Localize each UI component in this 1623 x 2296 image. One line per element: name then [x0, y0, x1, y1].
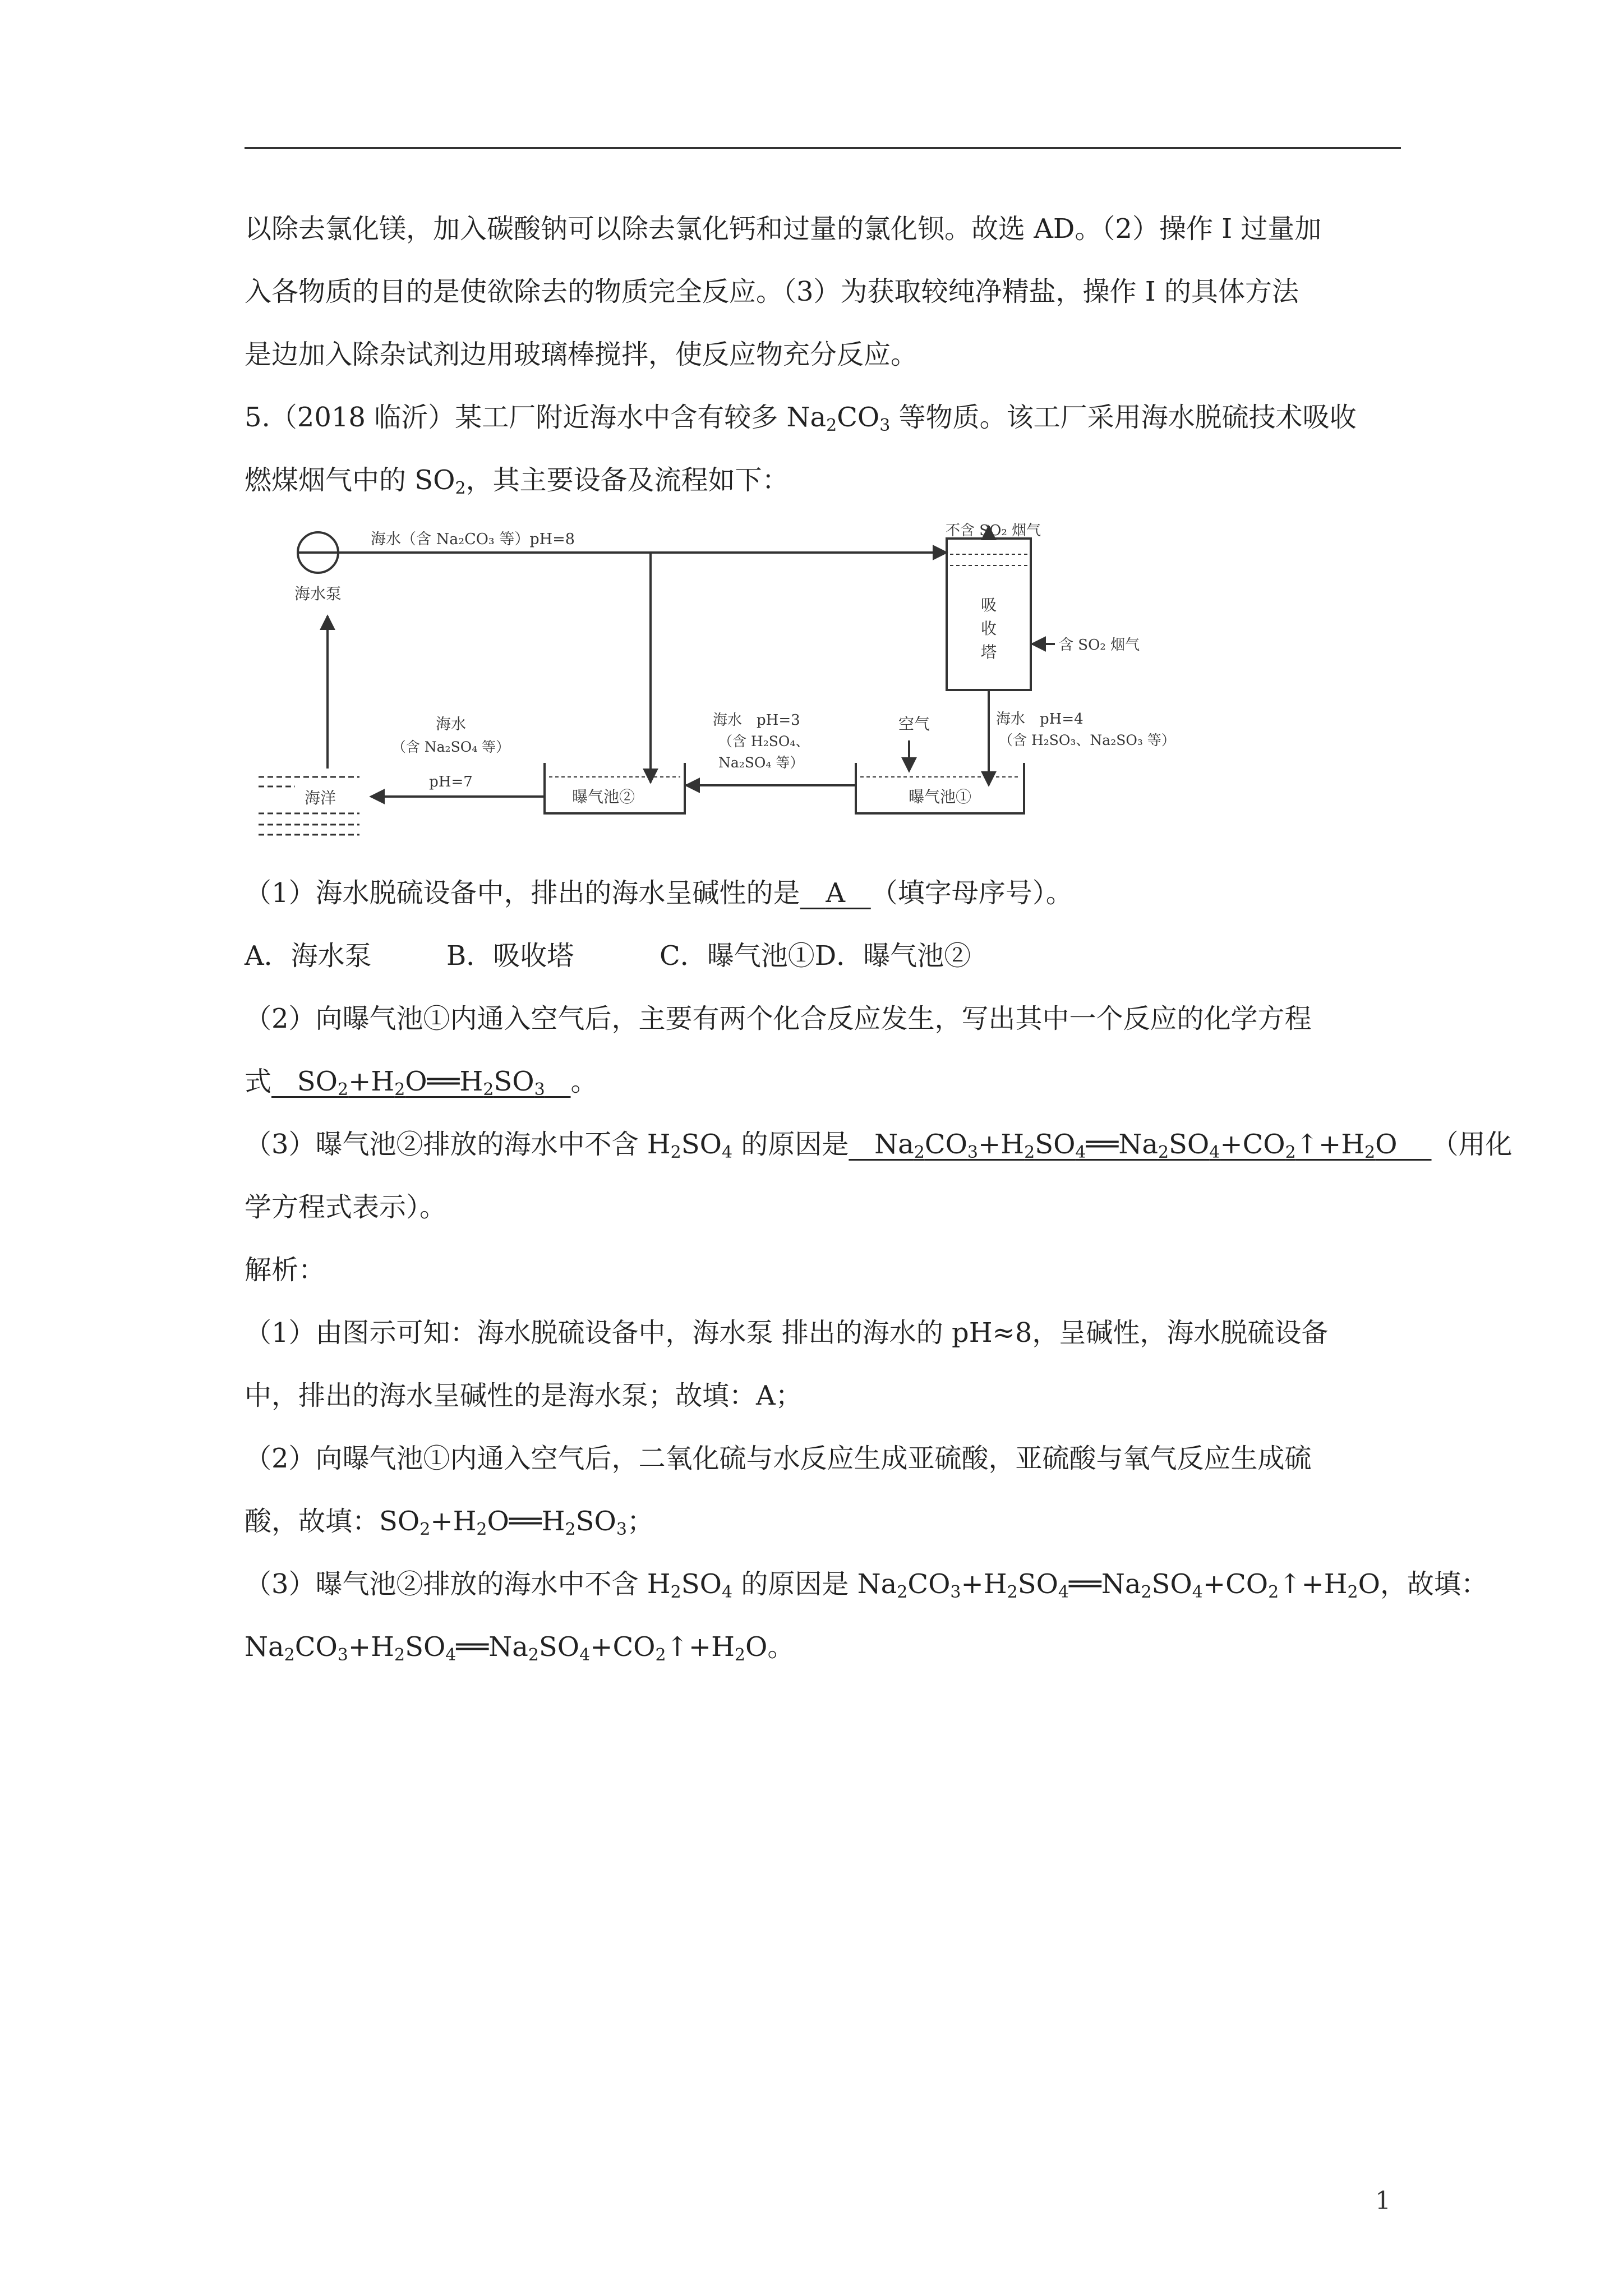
top-flow-label: 海水（含 Na₂CO₃ 等）pH=8 [371, 531, 575, 548]
question-5-line-1: 5.（2018 临沂）某工厂附近海水中含有较多 $Na_2CO_3$ 等物质。该工厂采用海水脱硫技术吸收 [245, 402, 1357, 435]
q3-line-1: （3）曝气池②排放的海水中不含 $H_2SO_4$ 的原因是 $Na_2CO_3+H_2SO_4══Na_2SO_4+CO_2↑+H_2O$ （用化 [245, 1129, 1513, 1162]
tower-out-label-2: （含 H₂SO₃、Na₂SO₃ 等） [999, 732, 1175, 748]
pump-label: 海水泵 [294, 585, 342, 603]
tower-out-label-1: 海水 pH=4 [996, 711, 1083, 728]
q1-answer-blank: A [826, 877, 845, 909]
pool2-label: 曝气池② [571, 788, 635, 806]
q3-line-2: 学方程式表示）。 [245, 1191, 447, 1223]
header-rule [245, 147, 1401, 149]
analysis-p1-line-2: 中，排出的海水呈碱性的是海水泵；故填：A； [245, 1380, 803, 1411]
air-label: 空气 [898, 715, 930, 733]
intro-line-2: 入各物质的目的是使欲除去的物质完全反应。（3）为获取较纯净精盐，操作 I 的具体方法 [245, 276, 1299, 307]
q2-line-1: （2）向曝气池①内通入空气后，主要有两个化合反应发生，写出其中一个反应的化学方程 [245, 1003, 1312, 1034]
page-content [245, 197, 1513, 1678]
tower-name-2: 收 [980, 619, 997, 638]
intro-line-3: 是边加入除杂试剂边用玻璃棒搅拌，使反应物充分反应。 [245, 339, 918, 370]
out-flow-label-2: （含 Na₂SO₄ 等） [391, 739, 510, 755]
page-number: 1 [1375, 2187, 1391, 2215]
mid-flow-label-1: 海水 pH=3 [713, 712, 800, 729]
q1-options [245, 924, 1401, 987]
analysis-p3-line-2: $Na_2CO_3+H_2SO_4══Na_2SO_4+CO_2↑+H_2O$。 [245, 1631, 795, 1665]
tower-input-label: 含 SO₂ 烟气 [1059, 637, 1140, 654]
out-flow-label-1: 海水 [436, 716, 466, 733]
tower-name-1: 吸 [980, 596, 997, 614]
mid-flow-label-2: （含 H₂SO₄、 [718, 733, 810, 749]
option-a: A．海水泵 [245, 940, 372, 972]
out-flow-label-3: pH=7 [429, 774, 473, 790]
sea-pump-icon [298, 532, 338, 573]
option-cd: C．曝气池①D．曝气池② [660, 940, 971, 972]
q3-answer-blank: $Na_2CO_3+H_2SO_4══Na_2SO_4+CO_2↑+H_2O$ [849, 1129, 1432, 1162]
q1-line: （1）海水脱硫设备中，排出的海水呈碱性的是 A （填字母序号）。 [245, 877, 1073, 909]
analysis-p2-line-2: 酸，故填：$SO_2+H_2O══H_2SO_3$； [245, 1506, 654, 1539]
tower-top-label: 不含 SO₂ 烟气 [946, 522, 1041, 539]
q2-answer-blank: $SO_2+H_2O══H_2SO_3$ [271, 1066, 545, 1099]
option-b: B．吸收塔 [446, 940, 574, 972]
mid-flow-label-3: Na₂SO₄ 等） [718, 754, 804, 771]
analysis-p2-line-1: （2）向曝气池①内通入空气后，二氧化硫与水反应生成亚硫酸，亚硫酸与氧气反应生成硫 [245, 1443, 1312, 1474]
pool1-label: 曝气池① [908, 788, 972, 806]
flow-diagram [245, 522, 1192, 858]
q2-line-2: 式 $SO_2+H_2O══H_2SO_3$ 。 [245, 1066, 598, 1099]
intro-line-1: 以除去氯化镁，加入碳酸钠可以除去氯化钙和过量的氯化钡。故选 AD。（2）操作 I 过量加 [245, 213, 1322, 245]
tower-name-3: 塔 [980, 643, 997, 661]
analysis-heading: 解析： [245, 1254, 326, 1286]
question-5-line-2: 燃煤烟气中的 $SO_2$，其主要设备及流程如下： [245, 464, 789, 498]
absorption-tower [947, 539, 1031, 690]
ocean-label: 海洋 [304, 789, 336, 807]
analysis-p3-line-1: （3）曝气池②排放的海水中不含 $H_2SO_4$ 的原因是 $Na_2CO_3+H_2SO_4══Na_2SO_4+CO_2↑+H_2O$，故填： [245, 1568, 1488, 1602]
analysis-p1-line-1: （1）由图示可知：海水脱硫设备中，海水泵 排出的海水的 pH≈8，呈碱性，海水脱硫设备 [245, 1317, 1329, 1349]
